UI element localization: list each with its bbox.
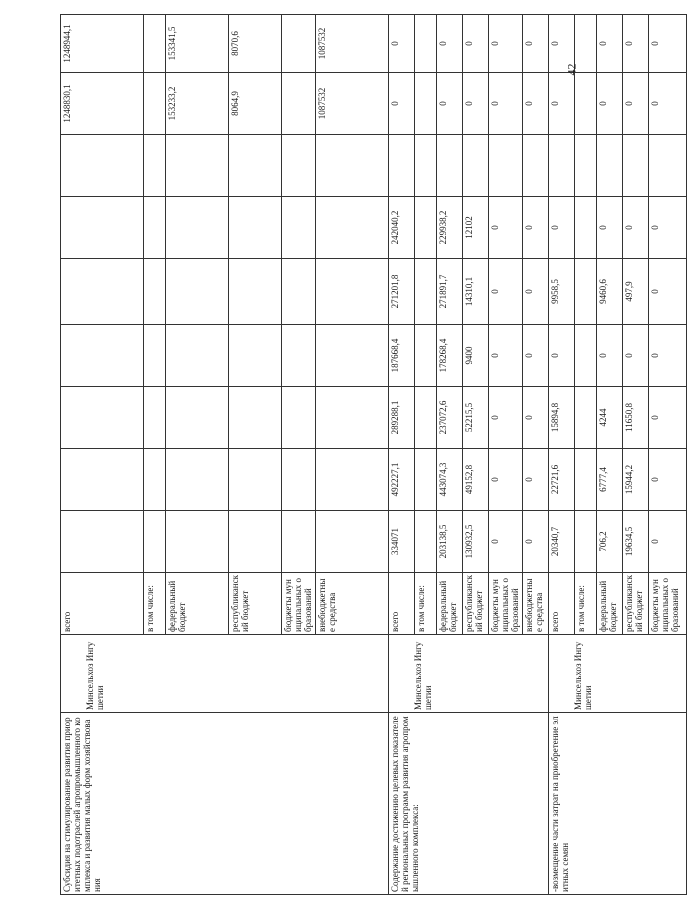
value-cell: 0 [623,197,649,259]
value-cell [229,259,282,325]
value-cell [282,135,316,197]
value-cell: 0 [597,73,623,135]
value-cell [282,387,316,449]
row-label-cell: внебюджетные средства [523,573,549,635]
value-cell [316,135,389,197]
value-cell: 492227,1 [389,449,415,511]
value-cell: 0 [649,259,687,325]
value-cell: 203138,5 [437,511,463,573]
value-cell [415,325,437,387]
value-cell: 0 [649,387,687,449]
value-cell [523,135,549,197]
value-cell: 0 [489,259,523,325]
value-cell [144,197,166,259]
value-cell [166,197,229,259]
value-cell: 1087532 [316,73,389,135]
value-cell: 4244 [597,387,623,449]
value-cell: 289288,1 [389,387,415,449]
value-cell: 271201,8 [389,259,415,325]
row-label-cell: в том числе: [575,573,597,635]
value-cell [489,135,523,197]
value-cell [575,135,597,197]
value-cell [282,325,316,387]
value-cell: 1087532 [316,15,389,73]
value-cell: 237072,6 [437,387,463,449]
value-cell: 0 [489,197,523,259]
value-cell [282,449,316,511]
value-cell [229,135,282,197]
executor-cell: Минсельхоз Ингушетии [389,635,549,713]
section-name-cell: Содержание достижению целевых показателей региональных программ развития агропромышленного комплекса: [389,713,549,895]
value-cell [144,259,166,325]
value-cell: 187668,4 [389,325,415,387]
value-cell [229,197,282,259]
value-cell [61,449,144,511]
row-label-cell: всего [549,573,575,635]
value-cell [389,135,415,197]
value-cell: 12102 [463,197,489,259]
row-label-cell: федеральный бюджет [166,573,229,635]
value-cell: 9460,6 [597,259,623,325]
value-cell: 0 [623,15,649,73]
value-cell: 8070,6 [229,15,282,73]
value-cell [575,259,597,325]
value-cell: 0 [523,259,549,325]
value-cell: 271891,7 [437,259,463,325]
value-cell [437,135,463,197]
value-cell [61,197,144,259]
value-cell: 0 [489,73,523,135]
value-cell [575,325,597,387]
value-cell: 0 [523,15,549,73]
executor-cell: Минсельхоз Ингушетии [61,635,389,713]
value-cell: 130932,5 [463,511,489,573]
value-cell: 1248944,1 [61,15,144,73]
value-cell [575,197,597,259]
value-cell [549,135,575,197]
value-cell [166,325,229,387]
value-cell [61,325,144,387]
value-cell: 0 [597,325,623,387]
value-cell: 0 [649,325,687,387]
value-cell: 334071 [389,511,415,573]
value-cell: 0 [489,449,523,511]
value-cell: 153233,2 [166,73,229,135]
value-cell: 0 [463,73,489,135]
value-cell [415,197,437,259]
value-cell: 0 [523,325,549,387]
value-cell: 229938,2 [437,197,463,259]
value-cell: 0 [649,511,687,573]
value-cell: 0 [549,15,575,73]
row-label-cell: федеральный бюджет [597,573,623,635]
value-cell [282,259,316,325]
page-number: 42 [564,63,579,76]
value-cell [415,135,437,197]
value-cell: 22721,6 [549,449,575,511]
value-cell [144,73,166,135]
value-cell [415,511,437,573]
row-label-cell: бюджеты муниципальных образований [649,573,687,635]
value-cell [144,325,166,387]
value-cell: 8064,9 [229,73,282,135]
value-cell [575,449,597,511]
value-cell [166,387,229,449]
value-cell [229,387,282,449]
row-label-cell: республиканский бюджет [229,573,282,635]
value-cell [61,259,144,325]
row-label-cell: бюджеты муниципальных образований [282,573,316,635]
row-label-cell: республиканский бюджет [463,573,489,635]
value-cell: 0 [597,15,623,73]
value-cell: 0 [437,73,463,135]
value-cell: 0 [437,15,463,73]
value-cell [229,511,282,573]
value-cell [166,449,229,511]
value-cell [575,511,597,573]
value-cell: 0 [549,197,575,259]
value-cell: 0 [389,15,415,73]
value-cell: 0 [523,387,549,449]
value-cell: 0 [489,387,523,449]
value-cell [623,135,649,197]
value-cell: 0 [649,15,687,73]
value-cell [282,197,316,259]
value-cell: 49152,8 [463,449,489,511]
value-cell: 6777,4 [597,449,623,511]
value-cell [415,73,437,135]
value-cell: 0 [489,511,523,573]
value-cell: 0 [489,15,523,73]
value-cell [415,15,437,73]
value-cell [144,449,166,511]
value-cell [282,15,316,73]
value-cell: 1248830,1 [61,73,144,135]
row-label-cell: всего [61,573,144,635]
value-cell: 706,2 [597,511,623,573]
value-cell [575,387,597,449]
value-cell [61,511,144,573]
value-cell [144,135,166,197]
row-label-cell: в том числе: [144,573,166,635]
value-cell: 153341,5 [166,15,229,73]
value-cell: 497,9 [623,259,649,325]
value-cell: 9400 [463,325,489,387]
value-cell [144,15,166,73]
row-label-cell: республиканский бюджет [623,573,649,635]
value-cell: 0 [623,325,649,387]
executor-cell: Минсельхоз Ингушетии [549,635,687,713]
value-cell [229,325,282,387]
value-cell: 52215,5 [463,387,489,449]
value-cell: 0 [623,73,649,135]
value-cell: 0 [523,73,549,135]
value-cell [166,135,229,197]
value-cell [316,387,389,449]
value-cell: 15894,8 [549,387,575,449]
value-cell [61,387,144,449]
table-row [61,15,144,895]
value-cell: 0 [463,15,489,73]
value-cell [575,73,597,135]
value-cell: 0 [549,73,575,135]
value-cell [649,135,687,197]
value-cell: 9958,5 [549,259,575,325]
value-cell [597,135,623,197]
value-cell: 178268,4 [437,325,463,387]
row-label-cell: внебюджетные средства [316,573,389,635]
value-cell: 15944,2 [623,449,649,511]
value-cell [166,511,229,573]
value-cell: 443074,3 [437,449,463,511]
value-cell [463,135,489,197]
value-cell: 0 [523,449,549,511]
value-cell [415,387,437,449]
value-cell: 0 [649,449,687,511]
row-label-cell: в том числе: [415,573,437,635]
row-label-cell: федеральный бюджет [437,573,463,635]
value-cell: 0 [649,73,687,135]
value-cell: 0 [597,197,623,259]
section-name-cell: Субсидия на стимулирование развития приоритетных подотраслей агропромышленного комплекса и развития малых форм хозяйствования [61,713,389,895]
row-label-cell: бюджеты муниципальных образований [489,573,523,635]
rotated-table-wrapper [60,15,680,895]
value-cell [166,259,229,325]
value-cell: 20340,7 [549,511,575,573]
row-label-cell: всего [389,573,415,635]
value-cell: 0 [389,73,415,135]
value-cell [316,259,389,325]
value-cell [229,449,282,511]
value-cell: 0 [549,325,575,387]
value-cell [282,73,316,135]
value-cell: 0 [523,197,549,259]
value-cell [316,325,389,387]
value-cell [316,449,389,511]
value-cell [415,259,437,325]
value-cell: 0 [523,511,549,573]
section-name-cell: -возмещение части затрат на приобретение элитных семян [549,713,687,895]
value-cell [61,135,144,197]
budget-table [60,14,687,895]
value-cell: 14310,1 [463,259,489,325]
value-cell [282,511,316,573]
value-cell: 0 [489,325,523,387]
table-row [549,15,575,895]
table-row [389,15,415,895]
value-cell: 11650,8 [623,387,649,449]
value-cell [144,511,166,573]
value-cell: 242040,2 [389,197,415,259]
value-cell [316,511,389,573]
value-cell [144,387,166,449]
value-cell: 19634,5 [623,511,649,573]
value-cell [316,197,389,259]
value-cell: 0 [649,197,687,259]
value-cell [415,449,437,511]
